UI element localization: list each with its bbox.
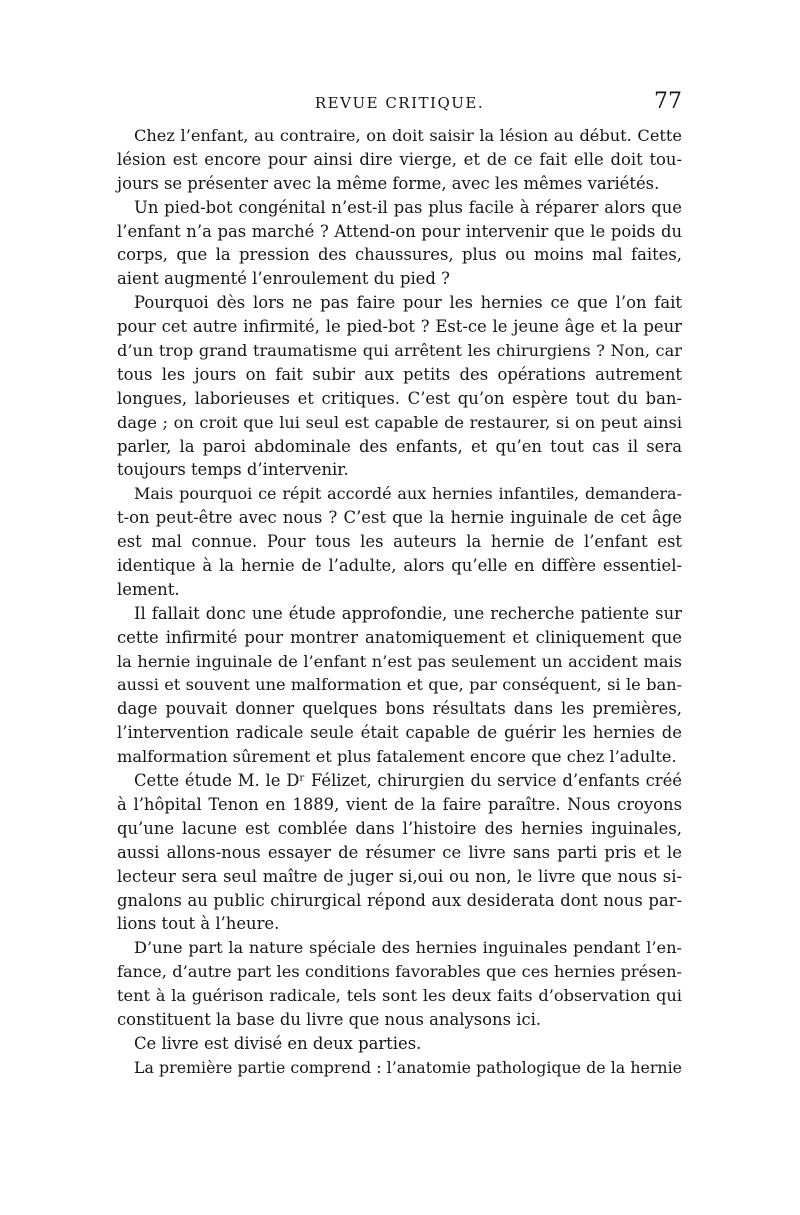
text-line: Un pied-bot congénital n’est-il pas plus facile à réparer alors que xyxy=(134,197,682,217)
text-line: D’une part la nature spéciale des hernies inguinales pendant l’en- xyxy=(134,938,682,958)
text-line: cette infirmité pour montrer anatomiquement et cliniquement que xyxy=(117,627,682,647)
text-line: malformation sûrement et plus fatalement encore que chez l’adulte. xyxy=(117,747,677,767)
text-line: identique à la hernie de l’adulte, alors qu’elle en diffère essentiel- xyxy=(117,556,682,576)
text-line: constituent la base du livre que nous analysons ici. xyxy=(117,1009,542,1029)
text-line: t-on peut-être avec nous ? C’est que la hernie inguinale de cet âge xyxy=(117,508,682,528)
text-line: toujours temps d’intervenir. xyxy=(117,460,349,480)
text-line: Mais pourquoi ce répit accordé aux hernies infantiles, demandera- xyxy=(134,484,682,504)
text-line: aient augmenté l’enroulement du pied ? xyxy=(117,269,450,289)
text-line: qu’une lacune est comblée dans l’histoire des hernies inguinales, xyxy=(117,818,682,838)
text-line: lecteur sera seul maître de juger si,oui ou non, le livre que nous si- xyxy=(117,866,682,886)
text-line: lions tout à l’heure. xyxy=(117,914,280,934)
text-line: parler, la paroi abdominale des enfants, et qu’en tout cas il sera xyxy=(117,436,682,456)
text-line: la hernie inguinale de l’enfant n’est pas seulement un accident mais xyxy=(117,651,682,671)
text-line: corps, que la pression des chaussures, plus ou moins mal faites, xyxy=(117,245,682,265)
text-line: gnalons au public chirurgical répond aux desiderata dont nous par- xyxy=(117,890,682,910)
text-line: dage pouvait donner quelques bons résultats dans les premières, xyxy=(117,699,682,719)
text-line: est mal connue. Pour tous les auteurs la hernie de l’enfant est xyxy=(117,532,682,552)
text-line: l’enfant n’a pas marché ? Attend-on pour intervenir que le poids du xyxy=(117,221,682,241)
running-title: REVUE CRITIQUE. xyxy=(314,94,485,112)
text-line: d’un trop grand traumatisme qui arrêtent les chirurgiens ? Non, car xyxy=(117,341,682,361)
text-line: fance, d’autre part les conditions favorables que ces hernies présen- xyxy=(117,962,682,982)
text-line: Cette étude M. le Dʳ Félizet, chirurgien du service d’enfants créé xyxy=(134,771,682,791)
text-line: La première partie comprend : l’anatomie pathologique de la hernie xyxy=(134,1057,682,1077)
text-line: jours se présenter avec la même forme, avec les mêmes variétés. xyxy=(117,173,660,193)
text-line: Il fallait donc une étude approfondie, une recherche patiente sur xyxy=(134,603,682,623)
text-line: pour cet autre infirmité, le pied-bot ? Est-ce le jeune âge et la peur xyxy=(117,317,682,337)
body-text xyxy=(117,124,682,1080)
text-line: Ce livre est divisé en deux parties. xyxy=(134,1033,422,1053)
text-line: aussi allons-nous essayer de résumer ce livre sans parti pris et le xyxy=(117,842,682,862)
text-line: lement. xyxy=(117,579,180,599)
page-number: 77 xyxy=(654,89,682,114)
text-line: lésion est encore pour ainsi dire vierge, et de ce fait elle doit tou- xyxy=(117,149,682,169)
running-head xyxy=(117,89,682,120)
text-line: à l’hôpital Tenon en 1889, vient de la faire paraître. Nous croyons xyxy=(117,794,682,814)
text-line: tent à la guérison radicale, tels sont les deux faits d’observation qui xyxy=(117,986,682,1006)
text-line: l’intervention radicale seule était capable de guérir les hernies de xyxy=(117,723,682,743)
text-line: Chez l’enfant, au contraire, on doit saisir la lésion au début. Cette xyxy=(134,126,682,145)
text-line: tous les jours on fait subir aux petits des opérations autrement xyxy=(117,364,682,384)
text-line: dage ; on croit que lui seul est capable de restaurer, si on peut ainsi xyxy=(117,412,682,432)
text-line: longues, laborieuses et critiques. C’est qu’on espère tout du ban- xyxy=(117,388,682,408)
text-line: aussi et souvent une malformation et que, par conséquent, si le ban- xyxy=(117,675,682,695)
text-line: Pourquoi dès lors ne pas faire pour les hernies ce que l’on fait xyxy=(134,293,682,313)
